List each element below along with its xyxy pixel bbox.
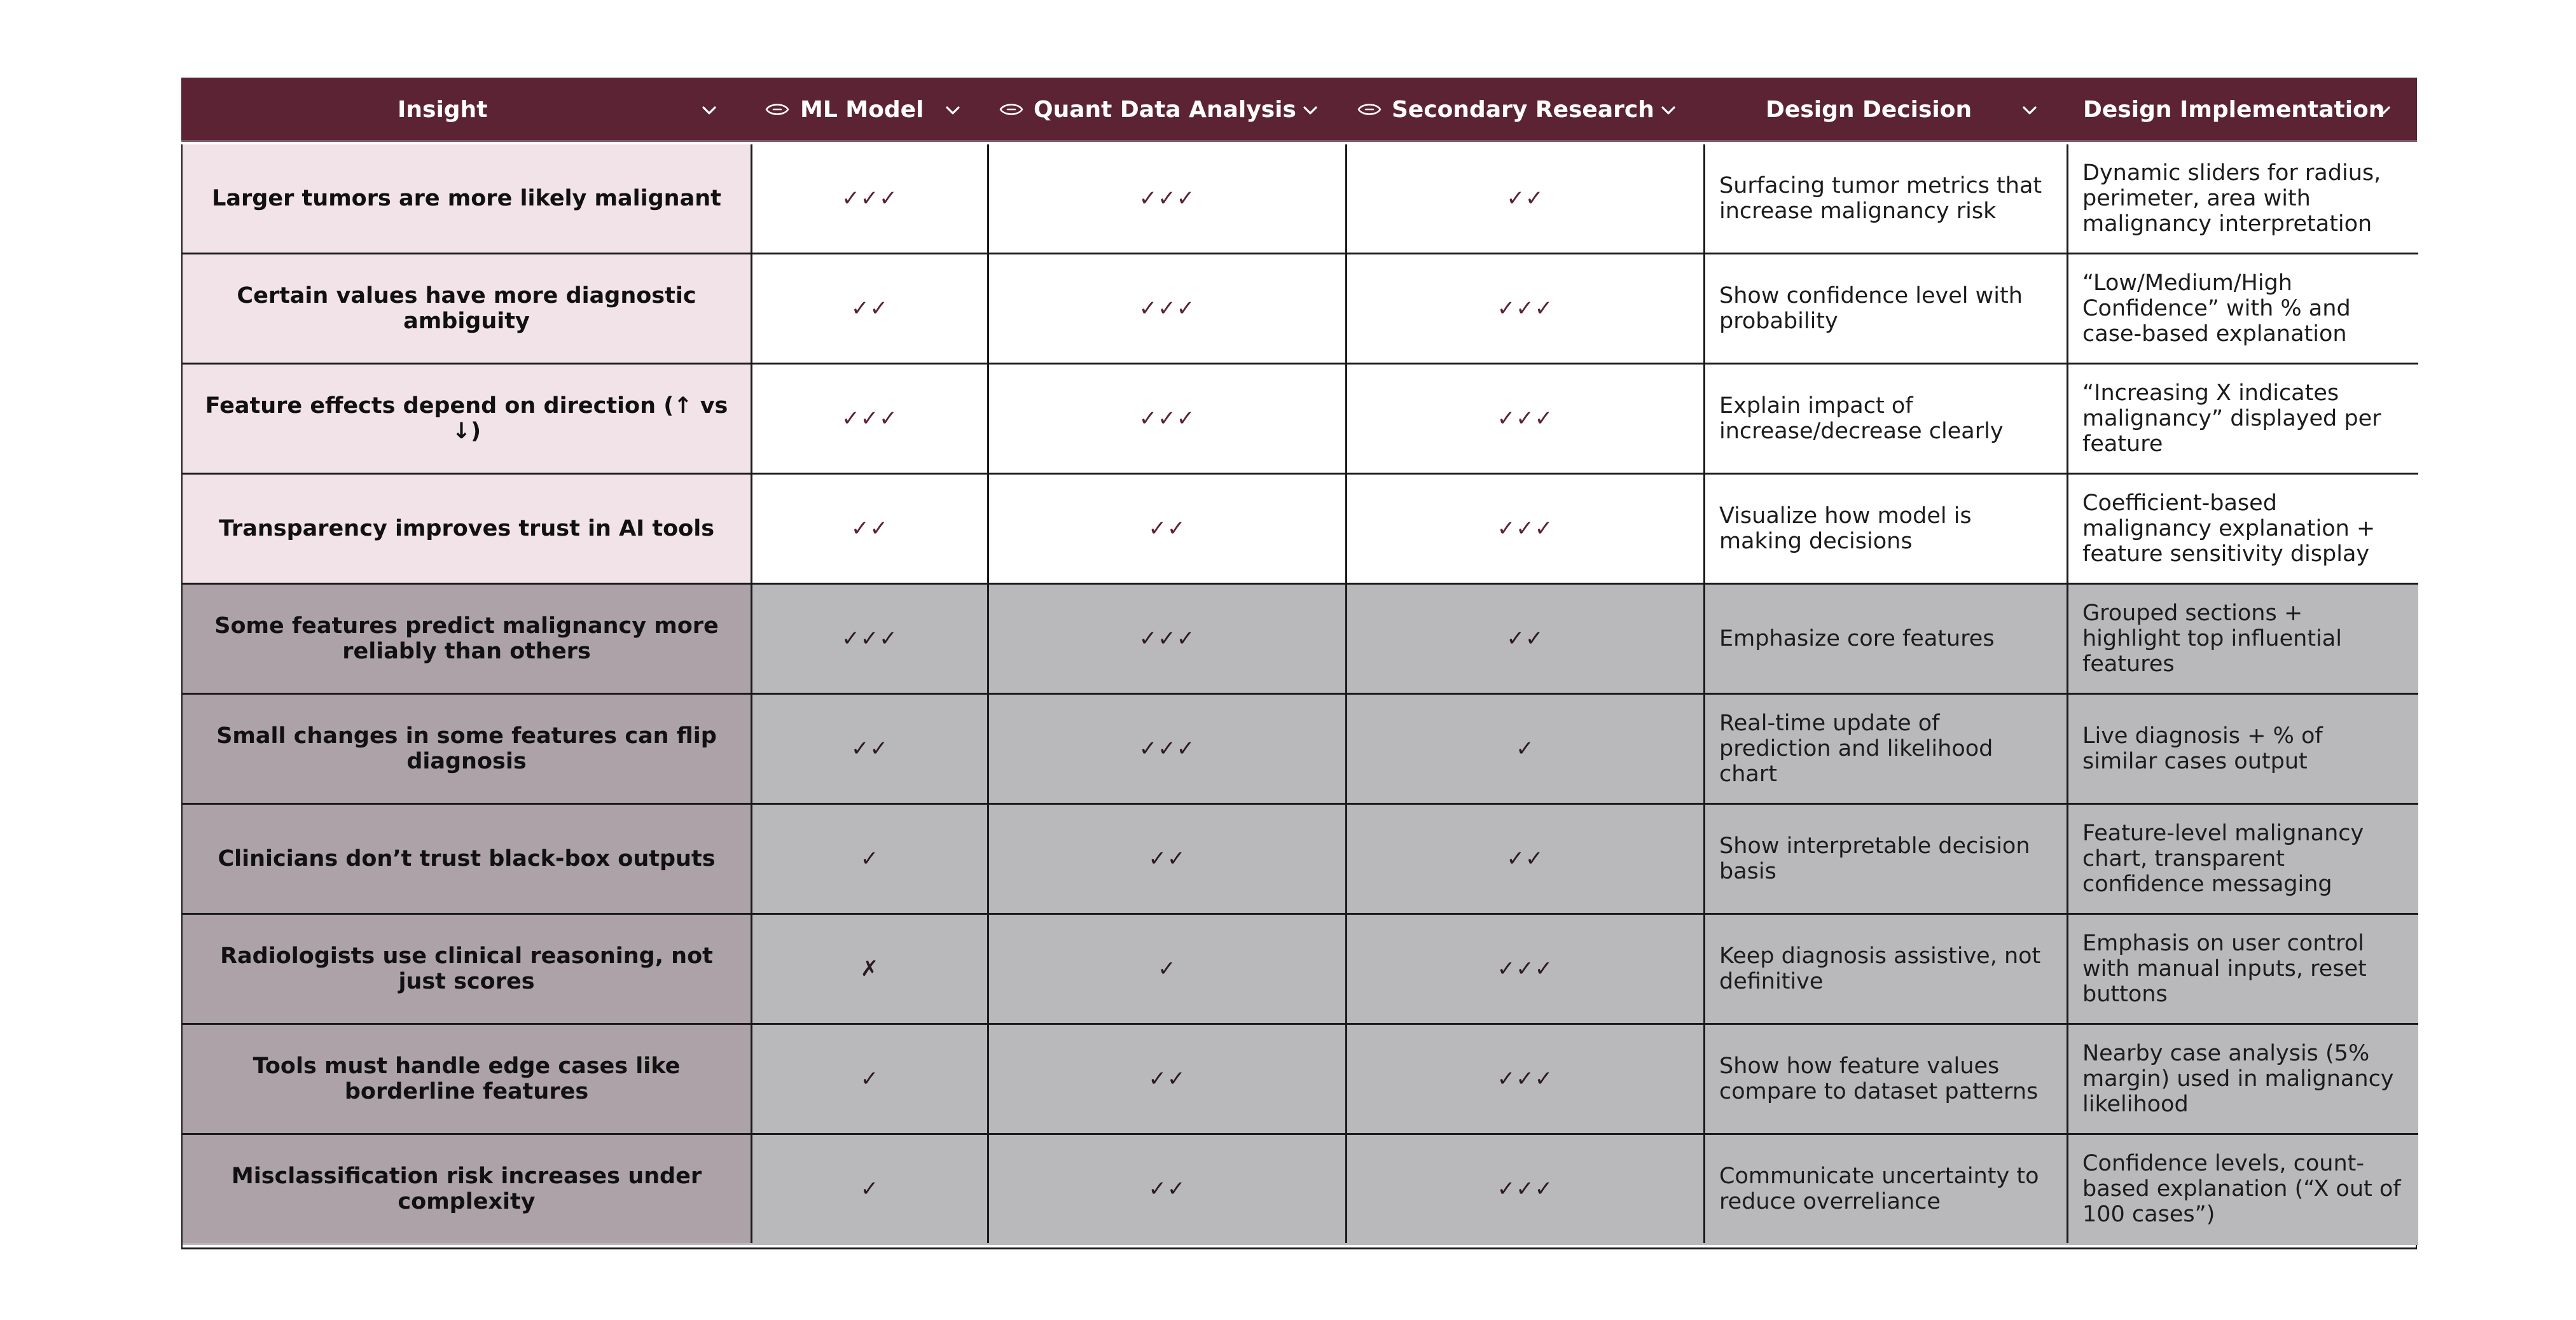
cell-insight	[183, 1135, 751, 1243]
header-secondary-research-label: Secondary Research	[1392, 97, 1654, 123]
design-implementation-text: Coefficient-based malignancy explanation + feature sensitivity display	[2082, 490, 2376, 567]
cell-secondary-research	[1345, 695, 1703, 803]
insight-text: Transparency improves trust in AI tools	[218, 516, 715, 541]
ml-model-rating: ✓✓	[851, 516, 889, 541]
cell-design-implementation	[2067, 254, 2417, 363]
header-insight-label: Insight	[398, 97, 488, 123]
quant-data-analysis-rating: ✓✓✓	[1139, 736, 1196, 761]
ml-model-rating: ✓✓✓	[841, 186, 898, 211]
cell-design-decision	[1703, 915, 2067, 1023]
cell-quant-data-analysis	[987, 1135, 1345, 1243]
cell-insight	[183, 915, 751, 1023]
cell-ml-model	[751, 585, 987, 693]
design-implementation-text: Emphasis on user control with manual inputs, reset buttons	[2082, 931, 2367, 1007]
cell-insight	[183, 1025, 751, 1133]
design-decision-text: Emphasize core features	[1719, 626, 1995, 651]
table-row	[183, 365, 2418, 475]
design-decision-text: Real-time update of prediction and likelihood chart	[1719, 711, 1993, 787]
cell-design-implementation	[2067, 915, 2417, 1023]
header-ml-model[interactable]	[749, 78, 986, 142]
cell-secondary-research	[1345, 1025, 1703, 1133]
chevron-down-icon[interactable]	[2020, 101, 2039, 120]
cell-insight	[183, 254, 751, 363]
table-row	[183, 1135, 2418, 1245]
design-decision-text: Surfacing tumor metrics that increase malignancy risk	[1719, 173, 2042, 224]
chevron-down-icon[interactable]	[700, 101, 719, 120]
table-row	[183, 915, 2418, 1025]
cell-ml-model	[751, 1135, 987, 1243]
cell-quant-data-analysis	[987, 695, 1345, 803]
secondary-research-rating: ✓✓✓	[1497, 296, 1554, 321]
table-body	[181, 144, 2417, 1249]
cell-design-decision	[1703, 144, 2067, 253]
ml-model-rating: ✓✓	[851, 296, 889, 321]
cell-design-implementation	[2067, 1135, 2417, 1243]
cell-design-decision	[1703, 254, 2067, 363]
design-decision-text: Visualize how model is making decisions	[1719, 503, 1972, 554]
insight-text: Small changes in some features can flip diagnosis	[216, 723, 717, 774]
secondary-research-rating: ✓✓	[1506, 626, 1544, 651]
cell-insight	[183, 585, 751, 693]
header-design-decision-label: Design Decision	[1766, 97, 1972, 123]
design-implementation-text: “Increasing X indicates malignancy” displayed per feature	[2082, 380, 2381, 457]
cell-secondary-research	[1345, 475, 1703, 583]
header-quant-data-analysis-label: Quant Data Analysis	[1034, 97, 1296, 123]
cell-quant-data-analysis	[987, 585, 1345, 693]
ml-model-rating: ✓✓✓	[841, 406, 898, 431]
cell-design-implementation	[2067, 805, 2417, 913]
secondary-research-rating: ✓✓✓	[1497, 516, 1554, 541]
ml-model-rating: ✓	[860, 1066, 880, 1092]
ml-model-rating: ✓	[860, 1176, 880, 1202]
design-implementation-text: Grouped sections + highlight top influential features	[2082, 601, 2342, 677]
cell-quant-data-analysis	[987, 915, 1345, 1023]
cell-design-implementation	[2067, 695, 2417, 803]
header-ml-model-label: ML Model	[800, 97, 924, 123]
insight-text: Some features predict malignancy more reliably than others	[214, 613, 719, 664]
quant-data-analysis-rating: ✓✓✓	[1139, 186, 1196, 211]
header-design-implementation-label: Design Implementation	[2083, 97, 2385, 123]
cell-quant-data-analysis	[987, 254, 1345, 363]
cell-design-decision	[1703, 695, 2067, 803]
design-implementation-text: Nearby case analysis (5% margin) used in malignancy likelihood	[2082, 1041, 2394, 1117]
cell-ml-model	[751, 254, 987, 363]
cell-secondary-research	[1345, 254, 1703, 363]
secondary-research-rating: ✓	[1516, 736, 1535, 761]
secondary-research-rating: ✓✓	[1506, 846, 1544, 872]
cell-insight	[183, 695, 751, 803]
insight-text: Feature effects depend on direction (↑ vs ↓)	[205, 393, 728, 444]
cell-secondary-research	[1345, 365, 1703, 473]
chevron-down-icon[interactable]	[1659, 101, 1678, 120]
cell-ml-model	[751, 915, 987, 1023]
eye-icon[interactable]	[999, 100, 1024, 119]
cell-quant-data-analysis	[987, 144, 1345, 253]
design-decision-text: Show confidence level with probability	[1719, 283, 2023, 334]
quant-data-analysis-rating: ✓✓✓	[1139, 626, 1196, 651]
cell-secondary-research	[1345, 585, 1703, 693]
cell-insight	[183, 144, 751, 253]
secondary-research-rating: ✓✓✓	[1497, 1176, 1554, 1202]
table-row	[183, 695, 2418, 805]
cell-ml-model	[751, 475, 987, 583]
design-decision-text: Show interpretable decision basis	[1719, 833, 2030, 884]
insight-text: Larger tumors are more likely malignant	[212, 186, 721, 211]
secondary-research-rating: ✓✓✓	[1497, 956, 1554, 982]
chevron-down-icon[interactable]	[2374, 101, 2393, 120]
quant-data-analysis-rating: ✓✓	[1148, 1066, 1186, 1092]
cell-ml-model	[751, 805, 987, 913]
cell-design-decision	[1703, 1025, 2067, 1133]
insight-matrix-table	[181, 78, 2417, 1249]
cell-design-implementation	[2067, 144, 2417, 253]
table-row	[183, 1025, 2418, 1135]
cell-ml-model	[751, 365, 987, 473]
cell-ml-model	[751, 1025, 987, 1133]
cell-secondary-research	[1345, 805, 1703, 913]
table-header	[181, 78, 2417, 142]
quant-data-analysis-rating: ✓✓✓	[1139, 406, 1196, 431]
table-row	[183, 254, 2418, 365]
cell-quant-data-analysis	[987, 805, 1345, 913]
secondary-research-rating: ✓✓✓	[1497, 406, 1554, 431]
chevron-down-icon[interactable]	[1301, 101, 1320, 120]
design-decision-text: Keep diagnosis assistive, not definitive	[1719, 943, 2041, 994]
cell-design-decision	[1703, 475, 2067, 583]
design-implementation-text: Feature-level malignancy chart, transparent confidence messaging	[2082, 821, 2364, 897]
quant-data-analysis-rating: ✓✓✓	[1139, 296, 1196, 321]
eye-icon[interactable]	[765, 100, 790, 119]
insight-text: Tools must handle edge cases like borderline features	[253, 1053, 681, 1104]
insight-text: Clinicians don’t trust black-box outputs	[218, 846, 716, 872]
table-row	[183, 585, 2418, 695]
cell-secondary-research	[1345, 1135, 1703, 1243]
cell-design-decision	[1703, 1135, 2067, 1243]
header-insight[interactable]	[181, 78, 749, 142]
header-secondary-research[interactable]	[1344, 78, 1702, 142]
quant-data-analysis-rating: ✓✓	[1148, 1176, 1186, 1202]
ml-model-rating: ✓✓	[851, 736, 889, 761]
quant-data-analysis-rating: ✓✓	[1148, 846, 1186, 872]
table-row	[183, 805, 2418, 915]
cell-design-decision	[1703, 365, 2067, 473]
cell-design-implementation	[2067, 585, 2417, 693]
cell-quant-data-analysis	[987, 1025, 1345, 1133]
cell-design-implementation	[2067, 475, 2417, 583]
design-implementation-text: Confidence levels, count-based explanation (“X out of 100 cases”)	[2082, 1151, 2401, 1227]
insight-text: Misclassification risk increases under complexity	[231, 1164, 702, 1214]
cell-secondary-research	[1345, 144, 1703, 253]
cell-ml-model	[751, 695, 987, 803]
cell-quant-data-analysis	[987, 365, 1345, 473]
table-row	[183, 475, 2418, 585]
table-row	[183, 144, 2418, 254]
header-design-implementation[interactable]	[2065, 78, 2417, 142]
insight-text: Certain values have more diagnostic ambiguity	[237, 283, 696, 334]
design-decision-text: Explain impact of increase/decrease clearly	[1719, 393, 2004, 444]
design-implementation-text: Live diagnosis + % of similar cases output	[2082, 723, 2323, 774]
ml-model-rating: ✓✓✓	[841, 626, 898, 651]
header-design-decision[interactable]	[1702, 78, 2065, 142]
quant-data-analysis-rating: ✓✓	[1148, 516, 1186, 541]
cell-insight	[183, 365, 751, 473]
quant-data-analysis-rating: ✓	[1158, 956, 1177, 982]
ml-model-rating: ✓	[860, 846, 880, 872]
design-implementation-text: “Low/Medium/High Confidence” with % and case-based explanation	[2082, 270, 2351, 347]
cell-quant-data-analysis	[987, 475, 1345, 583]
cell-design-decision	[1703, 585, 2067, 693]
eye-icon[interactable]	[1357, 100, 1382, 119]
secondary-research-rating: ✓✓	[1506, 186, 1544, 211]
ml-model-rating: ✗	[860, 956, 880, 982]
cell-design-implementation	[2067, 365, 2417, 473]
cell-secondary-research	[1345, 915, 1703, 1023]
cell-design-implementation	[2067, 1025, 2417, 1133]
chevron-down-icon[interactable]	[943, 101, 962, 120]
design-decision-text: Show how feature values compare to dataset patterns	[1719, 1053, 2039, 1104]
cell-design-decision	[1703, 805, 2067, 913]
design-decision-text: Communicate uncertainty to reduce overreliance	[1719, 1164, 2039, 1214]
secondary-research-rating: ✓✓✓	[1497, 1066, 1554, 1092]
insight-text: Radiologists use clinical reasoning, not just scores	[220, 943, 713, 994]
cell-insight	[183, 475, 751, 583]
cell-ml-model	[751, 144, 987, 253]
cell-insight	[183, 805, 751, 913]
header-quant-data-analysis[interactable]	[986, 78, 1344, 142]
design-implementation-text: Dynamic sliders for radius, perimeter, area with malignancy interpretation	[2082, 160, 2381, 237]
